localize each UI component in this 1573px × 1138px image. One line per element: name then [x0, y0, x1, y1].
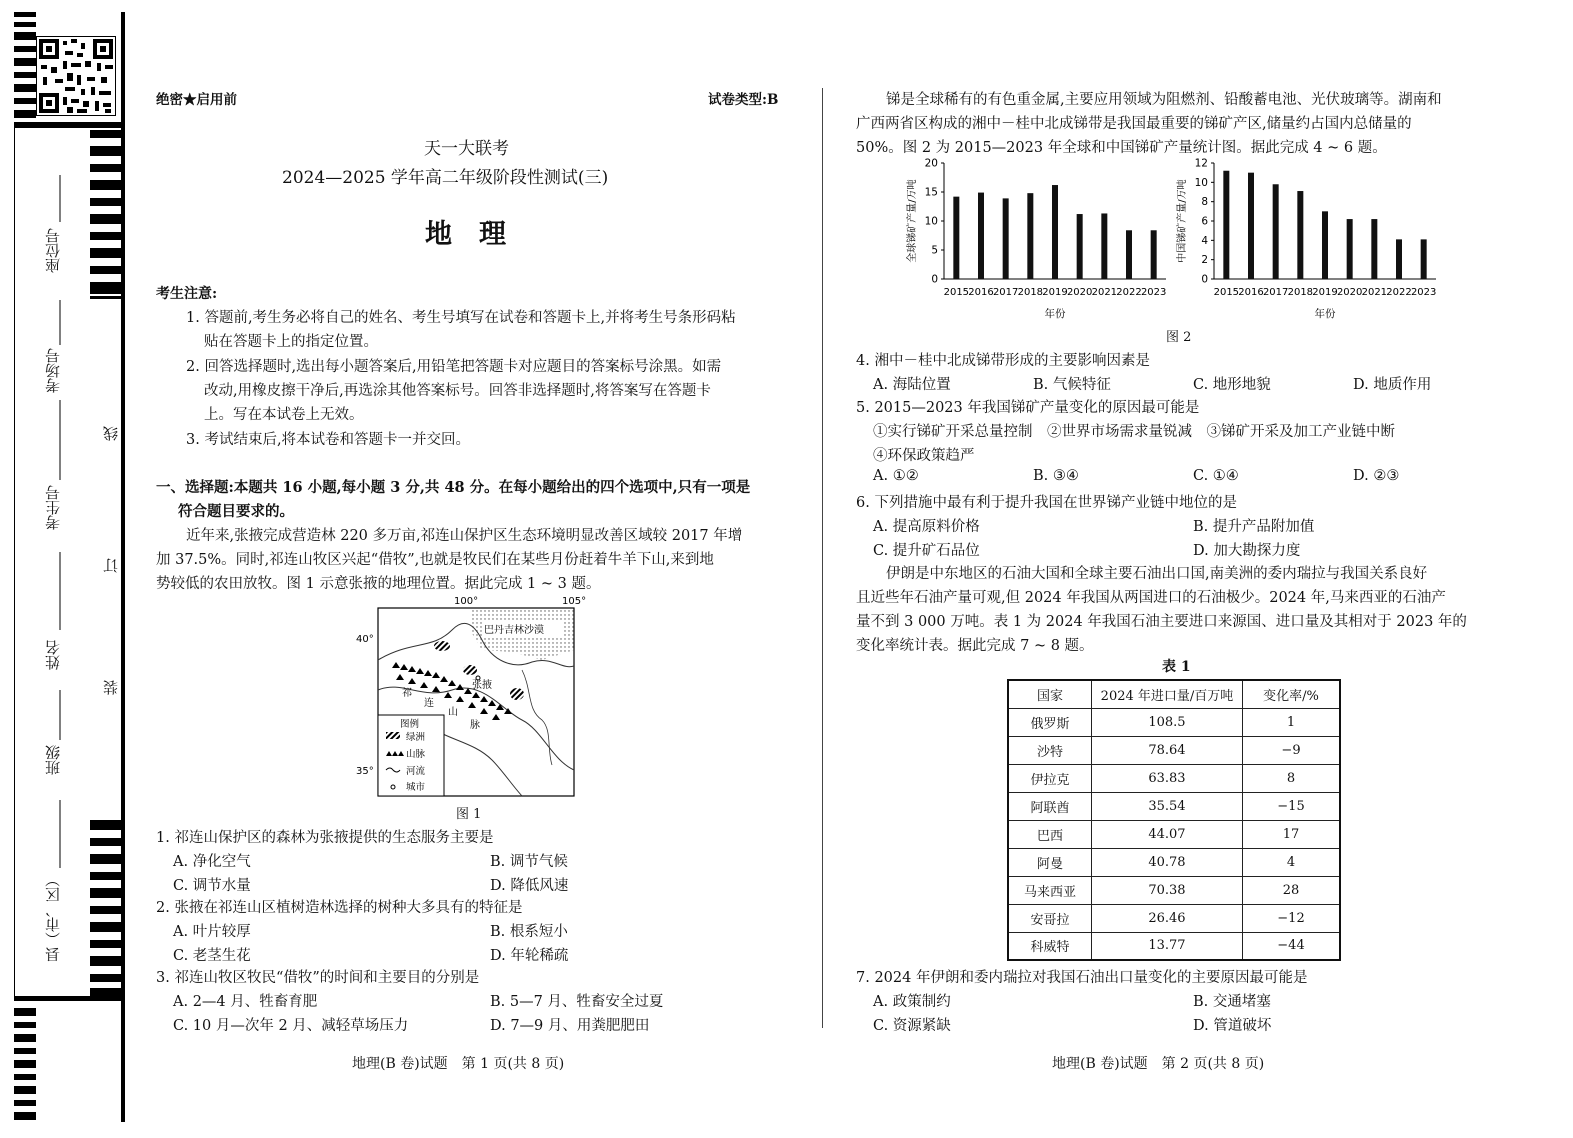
table-cell: 马来西亚	[1008, 876, 1091, 904]
class-label: 班级	[44, 745, 62, 775]
y-tick-label: 8	[1201, 196, 1208, 209]
table-row	[1008, 764, 1340, 792]
table-cell: 63.83	[1091, 764, 1242, 792]
subject-title: 地 理	[425, 219, 506, 250]
page-footer-1: 地理(B 卷)试题 第 1 页(共 8 页)	[352, 1056, 565, 1072]
x-tick-label: 2023	[1410, 287, 1437, 298]
x-tick-label: 2021	[1091, 287, 1118, 298]
q3-option-d: D. 7—9 月、用粪肥肥田	[490, 1018, 650, 1034]
q3-option-a: A. 2—4 月、牲畜育肥	[173, 994, 318, 1010]
legend-city: 城市	[406, 782, 426, 793]
desert-label: 巴丹吉林沙漠	[484, 625, 544, 636]
x-tick-label: 2019	[1042, 287, 1068, 298]
y-tick-label: 10	[1194, 176, 1208, 189]
bar	[1052, 185, 1058, 279]
bar	[1151, 230, 1157, 279]
table-header-cell: 2024 年进口量/百万吨	[1091, 680, 1242, 708]
bar	[1371, 219, 1377, 279]
table-cell: 沙特	[1008, 736, 1091, 764]
passage-1-cont: 加 37.5%。同时,祁连山牧区兴起“借牧”,也就是牧民们在某些月份赶着牛羊下山,来到地	[156, 552, 714, 568]
table-cell: 13.77	[1091, 932, 1242, 960]
x-tick-label: 2020	[1066, 287, 1093, 298]
antimony-passage-cont: 广西两省区构成的湘中－桂中北成锑带是我国最重要的锑矿产区,储量约占国内总储量的	[856, 116, 1412, 132]
y-tick-label: 0	[931, 273, 938, 286]
county-label: 县（市、区）	[44, 872, 62, 962]
q6-option-a: A. 提高原料价格	[873, 519, 980, 535]
legend-river: 河流	[406, 766, 426, 777]
q4-stem: 4. 湘中－桂中北成锑带形成的主要影响因素是	[856, 353, 1150, 369]
legend-mountain: 山脉	[406, 749, 426, 760]
q5-statements-cont: ④环保政策趋严	[873, 448, 975, 464]
q2-option-a: A. 叶片较厚	[173, 924, 251, 940]
table-row	[1008, 792, 1340, 820]
q7-option-c: C. 资源紧缺	[873, 1018, 951, 1034]
table-row	[1008, 904, 1340, 932]
table-row	[1008, 820, 1340, 848]
staple-mark: 订	[102, 558, 120, 573]
x-tick-label: 2022	[1386, 287, 1412, 298]
table-cell: 1	[1243, 708, 1340, 736]
q3-option-c: C. 10 月—次年 2 月、减轻草场压力	[173, 1018, 409, 1034]
x-tick-label: 2019	[1312, 287, 1338, 298]
notice-item-2: 2. 回答选择题时,选出每小题答案后,用铅笔把答题卡对应题目的答案标号涂黑。如需	[186, 359, 722, 375]
passage-1: 近年来,张掖完成营造林 220 多万亩,祁连山保护区生态环境明显改善区域较 2017 年增	[186, 528, 743, 544]
x-tick-label: 2021	[1361, 287, 1388, 298]
q7-option-a: A. 政策制约	[873, 994, 951, 1010]
table-cell: 40.78	[1091, 848, 1242, 876]
table-row	[1008, 708, 1340, 736]
y-axis-label: 中国锑矿产量/万吨	[1177, 179, 1188, 263]
q7-option-b: B. 交通堵塞	[1193, 994, 1271, 1010]
q1-option-a: A. 净化空气	[173, 854, 251, 870]
q5-option-b: B. ③④	[1033, 468, 1079, 484]
exam-number-label: 考生号	[44, 485, 62, 530]
cut-line-mark: 线	[102, 426, 120, 441]
column-divider	[822, 88, 823, 1028]
oil-passage-cont3: 变化率统计表。据此完成 7 ~ 8 题。	[856, 638, 1094, 654]
global-antimony-chart	[900, 155, 1170, 325]
table-cell: 阿联酋	[1008, 792, 1091, 820]
exam-room-label: 考场号	[44, 348, 62, 393]
figure-1-map	[352, 590, 587, 805]
table-cell: 44.07	[1091, 820, 1242, 848]
table-cell: 70.38	[1091, 876, 1242, 904]
bar	[1003, 198, 1009, 279]
china-antimony-chart	[1170, 155, 1450, 325]
page-footer-2: 地理(B 卷)试题 第 2 页(共 8 页)	[1052, 1056, 1265, 1072]
section-title: 一、选择题:本题共 16 小题,每小题 3 分,共 48 分。在每小题给出的四个选项中,只有一项是	[156, 479, 751, 496]
table-row	[1008, 736, 1340, 764]
lon-100: 100°	[454, 596, 479, 607]
oil-passage-cont2: 量不到 3 000 万吨。表 1 为 2024 年我国石油主要进口来源国、进口量及其相对于 2023 年的	[856, 614, 1467, 630]
legend-oasis: 绿洲	[406, 732, 426, 743]
q6-option-b: B. 提升产品附加值	[1193, 519, 1315, 535]
y-tick-label: 2	[1201, 254, 1208, 267]
lat-35: 35°	[356, 766, 374, 777]
antimony-passage: 锑是全球稀有的有色重金属,主要应用领域为阻燃剂、铅酸蓄电池、光伏玻璃等。湖南和	[886, 92, 1442, 108]
figure-1-caption: 图 1	[456, 807, 482, 822]
table-cell: 科威特	[1008, 932, 1091, 960]
q3-option-b: B. 5—7 月、牲畜安全过夏	[490, 994, 664, 1010]
bar	[1421, 239, 1427, 279]
map-legend	[378, 715, 444, 796]
y-tick-label: 10	[924, 215, 938, 228]
shan-label: 山	[448, 707, 458, 718]
q2-option-c: C. 老茎生花	[173, 948, 251, 964]
table-cell: −9	[1243, 736, 1340, 764]
x-tick-label: 2022	[1116, 287, 1142, 298]
q5-option-a: A. ①②	[873, 468, 919, 484]
table-header-row	[1008, 680, 1340, 708]
table-cell: 108.5	[1091, 708, 1242, 736]
x-axis-label: 年份	[1314, 308, 1336, 320]
table-cell: 26.46	[1091, 904, 1242, 932]
y-tick-label: 5	[931, 244, 938, 257]
bar	[1248, 173, 1254, 279]
table-cell: 伊拉克	[1008, 764, 1091, 792]
lon-105: 105°	[562, 596, 587, 607]
oil-passage-cont: 且近些年石油产量可观,但 2024 年我国从两国进口的石油极少。2024 年,马来西亚的石油产	[856, 590, 1446, 606]
x-tick-label: 2015	[943, 287, 970, 298]
q5-stem: 5. 2015—2023 年我国锑矿产量变化的原因最可能是	[856, 400, 1200, 416]
oasis-3	[510, 688, 524, 700]
q4-option-d: D. 地质作用	[1353, 377, 1432, 393]
bar	[1027, 193, 1033, 279]
y-tick-label: 6	[1201, 215, 1208, 228]
bar	[1126, 230, 1132, 279]
q4-option-c: C. 地形地貌	[1193, 377, 1271, 393]
table-cell: −15	[1243, 792, 1340, 820]
seat-label: 座位号	[44, 228, 62, 273]
table-cell: 78.64	[1091, 736, 1242, 764]
q5-statements: ①实行锑矿开采总量控制 ②世界市场需求量锐减 ③锑矿开采及加工产业链中断	[873, 424, 1395, 440]
lat-40: 40°	[356, 634, 374, 645]
x-tick-label: 2018	[1287, 287, 1314, 298]
bar	[1101, 213, 1107, 279]
q5-option-c: C. ①④	[1193, 468, 1239, 484]
binding-strip	[0, 0, 128, 1138]
table-cell: 35.54	[1091, 792, 1242, 820]
table-header-cell: 变化率/%	[1243, 680, 1340, 708]
bar	[1297, 191, 1303, 279]
q7-stem: 7. 2024 年伊朗和委内瑞拉对我国石油出口量变化的主要原因最可能是	[856, 970, 1308, 986]
q7-option-d: D. 管道破坏	[1193, 1018, 1272, 1034]
y-tick-label: 0	[1201, 273, 1208, 286]
q3-stem: 3. 祁连山牧区牧民“借牧”的时间和主要目的分别是	[156, 970, 480, 986]
x-tick-label: 2017	[1262, 287, 1289, 298]
table-header-cell: 国家	[1008, 680, 1091, 708]
bar	[953, 197, 959, 279]
table-row	[1008, 848, 1340, 876]
figure-2-caption: 图 2	[1166, 330, 1192, 345]
x-tick-label: 2015	[1213, 287, 1240, 298]
secret-label: 绝密★启用前	[156, 92, 237, 108]
legend-title: 图例	[400, 719, 420, 730]
antimony-passage-cont2: 50%。图 2 为 2015—2023 年全球和中国锑矿产量统计图。据此完成 4 ~ 6 题。	[856, 140, 1387, 156]
table-1-title: 表 1	[1162, 659, 1191, 675]
x-tick-label: 2016	[1238, 287, 1264, 298]
y-tick-label: 12	[1194, 157, 1208, 170]
org-title: 天一大联考	[424, 139, 509, 159]
exam-title: 2024—2025 学年高二年级阶段性测试(三)	[282, 168, 609, 188]
table-cell: 17	[1243, 820, 1340, 848]
bar	[1396, 239, 1402, 279]
section-title-cont: 符合题目要求的。	[178, 503, 294, 520]
x-tick-label: 2023	[1140, 287, 1167, 298]
q6-option-c: C. 提升矿石品位	[873, 543, 980, 559]
qi-label: 祁	[402, 688, 412, 699]
x-tick-label: 2018	[1017, 287, 1044, 298]
notice-item-1: 1. 答题前,考生务必将自己的姓名、考生号填写在试卷和答题卡上,并将考生号条形码粘	[186, 310, 736, 326]
q4-option-b: B. 气候特征	[1033, 377, 1111, 393]
bar	[1322, 211, 1328, 279]
x-tick-label: 2020	[1336, 287, 1363, 298]
name-label: 姓名	[44, 640, 62, 670]
table-cell: 俄罗斯	[1008, 708, 1091, 736]
oil-passage: 伊朗是中东地区的石油大国和全球主要石油出口国,南美洲的委内瑞拉与我国关系良好	[886, 566, 1428, 582]
bar	[1077, 214, 1083, 279]
x-axis-label: 年份	[1044, 308, 1066, 320]
notice-item-2-cont2: 上。写在本试卷上无效。	[204, 407, 364, 423]
table-cell: 8	[1243, 764, 1340, 792]
q2-option-b: B. 根系短小	[490, 924, 568, 940]
notice-item-3: 3. 考试结束后,将本试卷和答题卡一并交回。	[186, 432, 471, 448]
q1-stem: 1. 祁连山保护区的森林为张掖提供的生态服务主要是	[156, 830, 494, 846]
table-cell: 巴西	[1008, 820, 1091, 848]
table-cell: −44	[1243, 932, 1340, 960]
notice-item-1-cont: 贴在答题卡上的指定位置。	[204, 334, 378, 350]
q1-option-c: C. 调节水量	[173, 878, 251, 894]
y-tick-label: 4	[1201, 234, 1208, 247]
oil-import-table	[1007, 679, 1341, 961]
q6-option-d: D. 加大勘探力度	[1193, 543, 1301, 559]
qr-code	[36, 36, 116, 116]
notice-item-2-cont: 改动,用橡皮擦干净后,再选涂其他答案标号。回答非选择题时,将答案写在答题卡	[204, 383, 711, 399]
oasis-2	[463, 665, 477, 675]
table-cell: 阿曼	[1008, 848, 1091, 876]
y-tick-label: 20	[924, 157, 938, 170]
oasis-1	[434, 641, 450, 651]
bar	[978, 193, 984, 279]
q4-option-a: A. 海陆位置	[873, 377, 951, 393]
notice-title: 考生注意:	[156, 286, 218, 302]
paper-type: 试卷类型:B	[708, 92, 779, 108]
q2-stem: 2. 张掖在祁连山区植树造林选择的树种大多具有的特征是	[156, 900, 523, 916]
table-row	[1008, 932, 1340, 960]
zhangye-label: 张掖	[472, 680, 492, 691]
passage-1-cont2: 势较低的农田放牧。图 1 示意张掖的地理位置。据此完成 1 ~ 3 题。	[156, 576, 601, 592]
q2-option-d: D. 年轮稀疏	[490, 948, 569, 964]
table-cell: −12	[1243, 904, 1340, 932]
binding-mark: 装	[102, 680, 120, 695]
table-row	[1008, 876, 1340, 904]
x-tick-label: 2017	[992, 287, 1019, 298]
mai-label: 脉	[470, 720, 480, 731]
q1-option-b: B. 调节气候	[490, 854, 568, 870]
bar	[1223, 171, 1229, 279]
table-cell: 安哥拉	[1008, 904, 1091, 932]
y-tick-label: 15	[924, 186, 938, 199]
q1-option-d: D. 降低风速	[490, 878, 569, 894]
y-axis-label: 全球锑矿产量/万吨	[907, 179, 918, 263]
table-cell: 28	[1243, 876, 1340, 904]
x-tick-label: 2016	[968, 287, 994, 298]
lian-label: 连	[424, 698, 434, 709]
bar	[1273, 184, 1279, 279]
table-cell: 4	[1243, 848, 1340, 876]
bar	[1347, 219, 1353, 279]
q6-stem: 6. 下列措施中最有利于提升我国在世界锑产业链中地位的是	[856, 495, 1237, 511]
q5-option-d: D. ②③	[1353, 468, 1400, 484]
